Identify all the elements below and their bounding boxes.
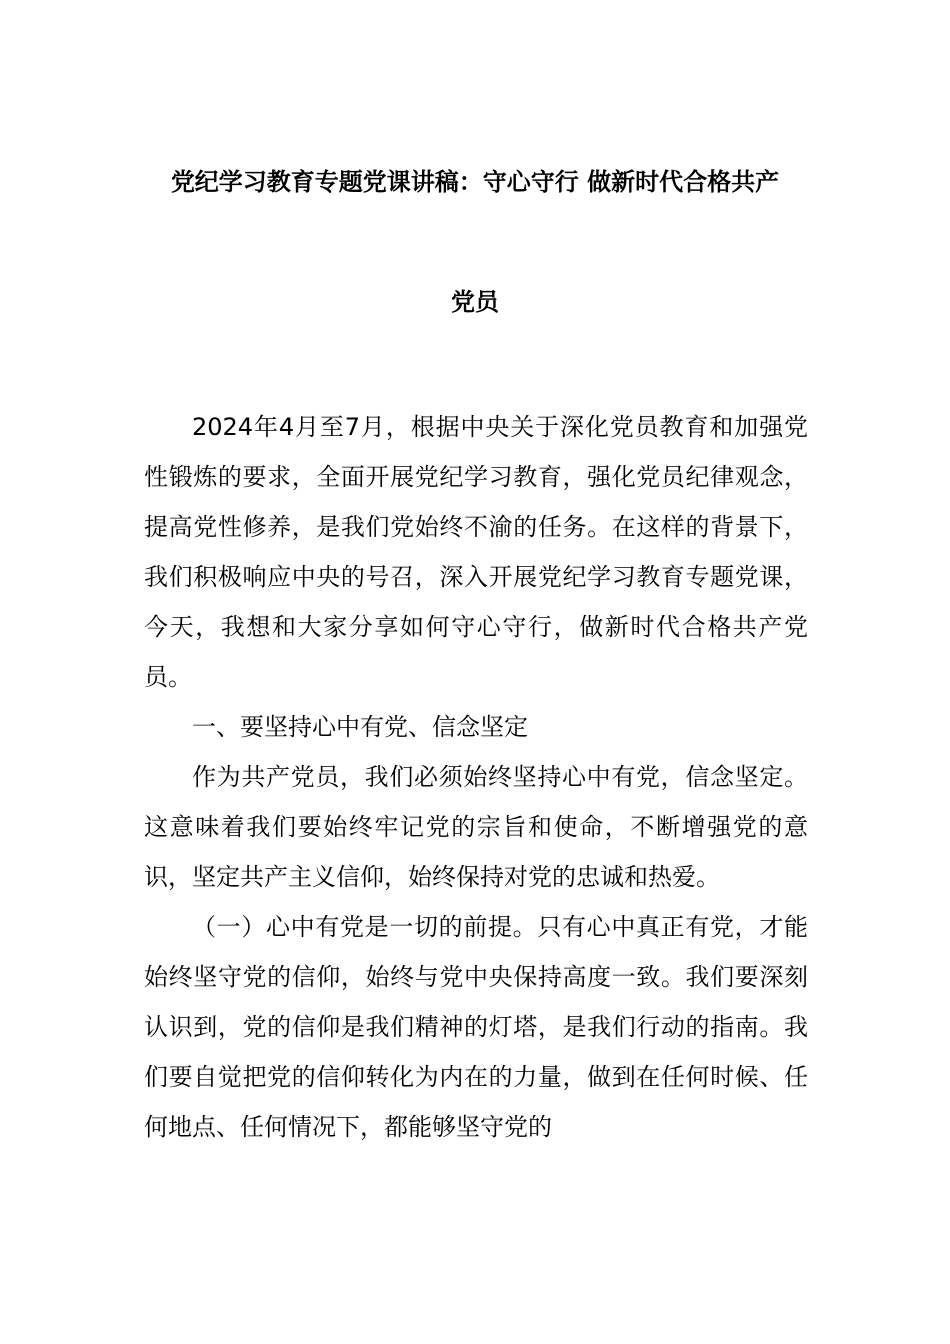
paragraph-subsection-1: （一）心中有党是一切的前提。只有心中真正有党，才能始终坚守党的信仰，始终与党中央保持高度一致。我们要深刻认识到，党的信仰是我们精神的灯塔，是我们行动的指南。我们要自觉把党的信仰转化为内在的力量，做到在任何时候、任何地点、任何情况下，都能够坚守党的 (144, 913, 808, 1141)
paragraph-section-1: 作为共产党员，我们必须始终坚持心中有党，信念坚定。这意味着我们要始终牢记党的宗旨和使命，不断增强党的意识，坚定共产主义信仰，始终保持对党的忠诚和热爱。 (144, 763, 808, 891)
section-heading-1: 一、要坚持心中有党、信念坚定 (192, 713, 528, 741)
paragraph-intro: 2024年4月至7月，根据中央关于深化党员教育和加强党性锻炼的要求，全面开展党纪学习教育，强化党员纪律观念，提高党性修养，是我们党始终不渝的任务。在这样的背景下，我们积极响应中央的号召，深入开展党纪学习教育专题党课，今天，我想和大家分享如何守心守行，做新时代合格共产党员。 (144, 413, 808, 691)
document-title-line-2: 党员 (451, 288, 499, 316)
document-title-line-1: 党纪学习教育专题党课讲稿：守心守行 做新时代合格共产 (170, 168, 780, 196)
document-body (144, 402, 808, 1152)
